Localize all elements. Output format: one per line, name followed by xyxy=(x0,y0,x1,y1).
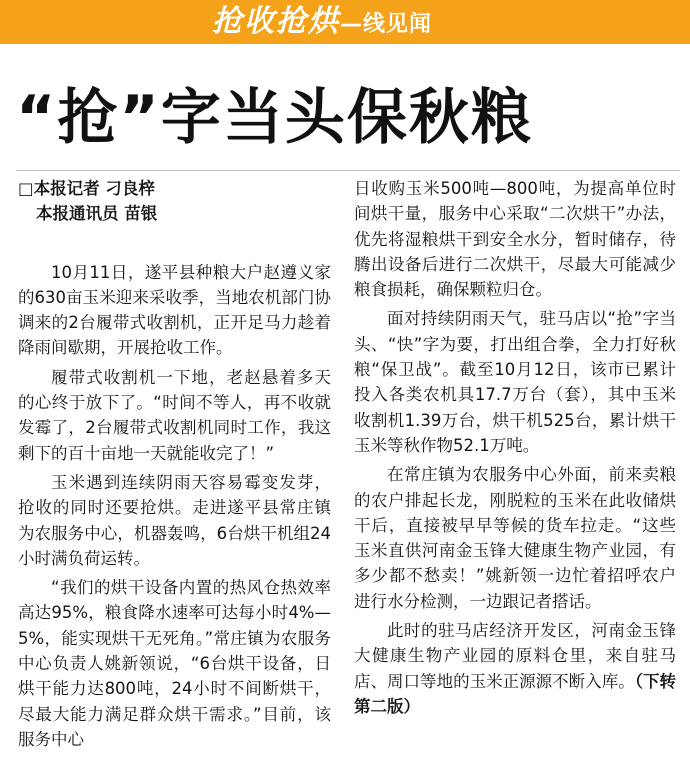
section-banner xyxy=(0,0,690,44)
byline-spacer xyxy=(18,227,331,260)
paragraph-continuation: 日收购玉米500吨—800吨，为提高单位时间烘干量，服务中心采取“二次烘干”办法，优先将湿粮烘干到安全水分，暂时储存，待腾出设备后进行二次烘干，尽最大可能减少粮食损耗，确保颗粒归仓。 xyxy=(354,179,676,300)
byline-correspondent-text: 本报通讯员 苗银 xyxy=(36,204,158,224)
paragraph: 玉米遇到连续阴雨天容易霉变发芽，抢收的同时还要抢烘。走进遂平县常庄镇为农服务中心，机器轰鸣，6台烘干机组24小时满负荷运转。 xyxy=(18,472,331,568)
banner-title xyxy=(212,2,432,45)
banner-subtitle: —线见闻 xyxy=(340,12,433,37)
paragraph: 10月11日，遂平县种粮大户赵遵义家的630亩玉米迎来采收季，当地农机部门协调来的2台履带式收割机，正开足马力趁着降雨间歇期，开展抢收工作。 xyxy=(18,262,331,358)
article-headline: “抢”字当头保秋粮 xyxy=(16,83,533,153)
continued-note: （下转第二版） xyxy=(354,671,677,716)
paragraph: 履带式收割机一下地，老赵悬着多天的心终于放下了。“时间不等人，再不收就发霉了，2台履带式收割机同时工作，我这剩下的百十亩地一天就能收完了！” xyxy=(18,367,331,463)
paragraph: “我们的烘干设备内置的热风仓热效率高达95%，粮食降水速率可达每小时4%—5%，能实现烘干无死角。”常庄镇为农服务中心负责人姚新领说，“6台烘干设备，日烘干能力达800吨，24小时不间断烘干，尽最大能力满足群众烘干需求。”目前，该服务中心 xyxy=(18,578,331,749)
headline-divider xyxy=(16,170,680,171)
article-column-left xyxy=(18,176,331,752)
byline-correspondent xyxy=(18,201,331,226)
banner-title-main: 抢收抢烘 xyxy=(212,4,340,39)
article-column-right xyxy=(354,176,676,719)
paragraph: 面对持续阴雨天气，驻马店以“抢”字当头、“快”字为要，打出组合拳，全力打好秋粮“保卫战”。截至10月12日，该市已累计投入各类农机具17.7万台（套），其中玉米收割机1.39万台，烘干机525台，累计烘干玉米等秋作物52.1万吨。 xyxy=(354,309,676,455)
paragraph-final xyxy=(354,618,676,719)
paragraph: 在常庄镇为农服务中心外面，前来卖粮的农户排起长龙，刚脱粒的玉米在此收储烘干后，直接被早早等候的货车拉走。“这些玉米直供河南金玉锋大健康生物产业园，有多少都不愁卖！”姚新领一边忙着招呼农户进行水分检测，一边跟记者搭话。 xyxy=(354,465,676,611)
paragraph-final-text: 此时的驻马店经济开发区，河南金玉锋大健康生物产业园的原料仓里，来自驻马店、周口等地的玉米正源源不断入库。 xyxy=(354,621,676,691)
byline-reporter: □本报记者 刁良梓 xyxy=(18,179,155,198)
